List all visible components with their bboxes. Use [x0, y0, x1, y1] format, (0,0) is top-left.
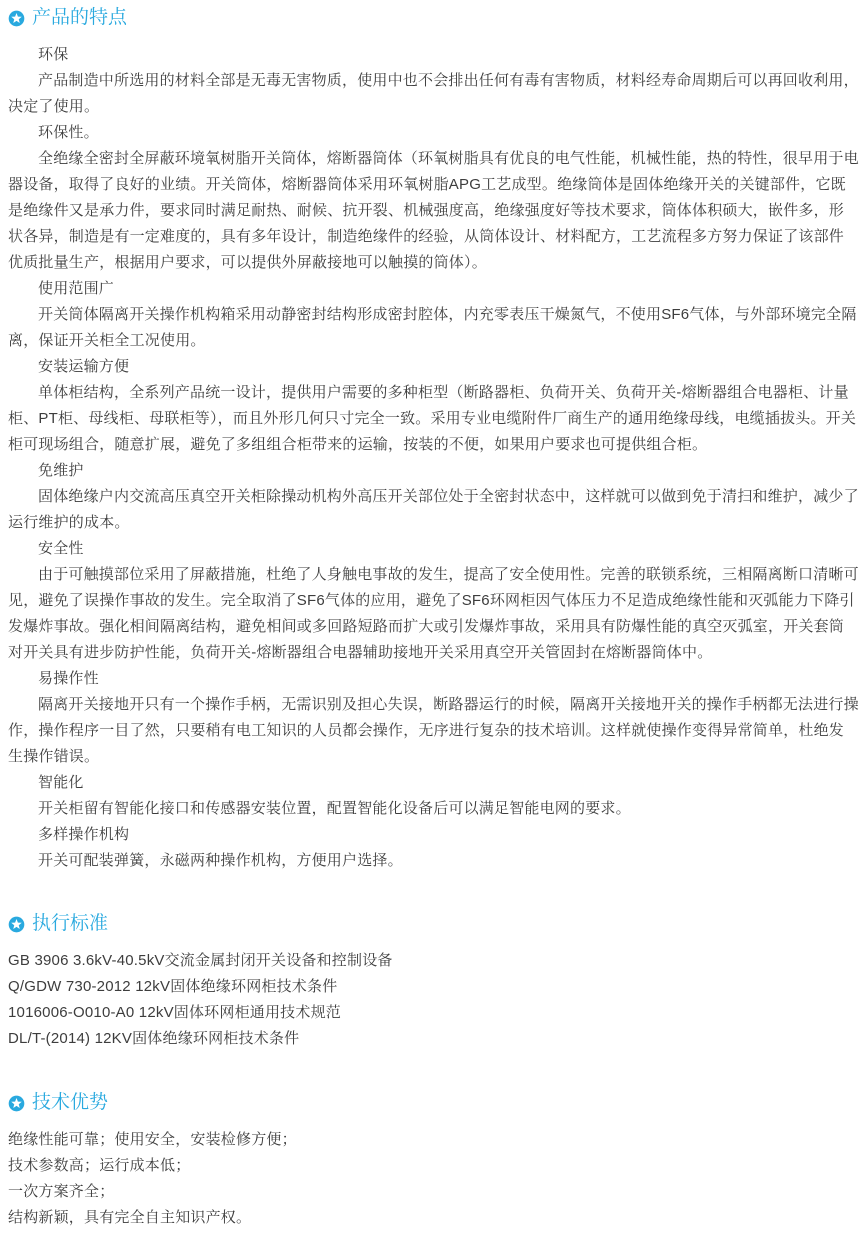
standards-heading [8, 911, 859, 937]
feature-paragraph: 免维护 [38, 462, 84, 479]
standard-line: DL/T-(2014) 12KV固体绝缘环网柜技术条件 [8, 1030, 300, 1047]
feature-paragraph: 由于可触摸部位采用了屏蔽措施，杜绝了人身触电事故的发生，提高了安全使用性。完善的联锁系统，三相隔离断口清晰可见，避免了误操作事故的发生。完全取消了SF6气体的应用，避免了SF6环网柜因气体压力不足造成绝缘性能和灭弧能力下降引发爆炸事故。强化相间隔离结构，避免相间或多回路短路而扩大或引发爆炸事故，采用具有防爆性能的真空灭弧室，开关套筒对开关具有进步防护性能，负荷开关-熔断器组合电器辅助接地开关采用真空开关管固封在熔断器筒体中。 [8, 566, 859, 661]
advantage-line: 一次方案齐全； [8, 1183, 115, 1200]
standards-title-text: 执行标准 [32, 913, 109, 934]
star-badge-icon [8, 1095, 25, 1112]
advantages-heading [8, 1090, 859, 1116]
section-product-features [8, 5, 859, 874]
star-badge-icon [8, 10, 25, 27]
features-heading [8, 5, 859, 31]
feature-paragraph: 开关筒体隔离开关操作机构箱采用动静密封结构形成密封腔体，内充零表压干燥氮气，不使用SF6气体，与外部环境完全隔离，保证开关柜全工况使用。 [8, 306, 857, 349]
feature-paragraph: 隔离开关接地开只有一个操作手柄，无需识别及担心失误，断路器运行的时候，隔离开关接地开关的操作手柄都无法进行操作，操作程序一目了然，只要稍有电工知识的人员都会操作，无序进行复杂的技术培训。这样就使操作变得异常简单，杜绝发生操作错误。 [8, 696, 859, 765]
feature-paragraph: 使用范围广 [38, 280, 115, 297]
standard-line: 1016006-O010-A0 12kV固体环网柜通用技术规范 [8, 1004, 341, 1021]
section-standards [8, 911, 859, 1052]
feature-paragraph: 安装运输方便 [38, 358, 130, 375]
advantages-list [8, 1127, 859, 1231]
feature-paragraph: 环保 [38, 46, 69, 63]
standards-list [8, 948, 859, 1052]
feature-paragraph: 产品制造中所选用的材料全部是无毒无害物质，使用中也不会排出任何有毒有害物质，材料经寿命周期后可以再回收利用，决定了使用。 [8, 72, 859, 115]
standard-line: Q/GDW 730-2012 12kV固体绝缘环网柜技术条件 [8, 978, 338, 995]
section-technical-advantages [8, 1090, 859, 1231]
advantage-line: 技术参数高；运行成本低； [8, 1157, 191, 1174]
feature-paragraph: 单体柜结构，全系列产品统一设计，提供用户需要的多种柜型（断路器柜、负荷开关、负荷开关-熔断器组合电器柜、计量柜、PT柜、母线柜、母联柜等），而且外形几何只寸完全一致。采用专业电缆附件厂商生产的通用绝缘母线，电缆插拔头。开关柜可现场组合，随意扩展，避免了多组组合柜带来的运输，按装的不便，如果用户要求也可提供组合柜。 [8, 384, 857, 453]
feature-paragraph: 全绝缘全密封全屏蔽环境氧树脂开关筒体，熔断器筒体（环氧树脂具有优良的电气性能，机械性能，热的特性，很早用于电器设备，取得了良好的业绩。开关筒体，熔断器筒体采用环氧树脂APG工艺成型。绝缘筒体是固体绝缘开关的关键部件，它既是绝缘件又是承力件，要求同时满足耐热、耐候、抗开裂、机械强度高，绝缘强度好等技术要求，筒体体积硕大，嵌件多，形状各异，制造是有一定难度的，具有多年设计，制造绝缘件的经验，从筒体设计、材料配方，工艺流程多方努力保证了该部件优质批量生产，根据用户要求，可以提供外屏蔽接地可以触摸的筒体）。 [8, 150, 859, 271]
feature-paragraph: 开关可配装弹簧，永磁两种操作机构，方便用户选择。 [38, 852, 403, 869]
advantage-line: 结构新颖，具有完全自主知识产权。 [8, 1209, 252, 1226]
feature-paragraph: 智能化 [38, 774, 84, 791]
feature-paragraph: 多样操作机构 [38, 826, 130, 843]
feature-paragraph: 环保性。 [38, 124, 99, 141]
feature-paragraph: 安全性 [38, 540, 84, 557]
star-badge-icon [8, 916, 25, 933]
standard-line: GB 3906 3.6kV-40.5kV交流金属封闭开关设备和控制设备 [8, 952, 393, 969]
feature-paragraph: 开关柜留有智能化接口和传感器安装位置，配置智能化设备后可以满足智能电网的要求。 [38, 800, 631, 817]
advantage-line: 绝缘性能可靠；使用安全，安装检修方便； [8, 1131, 297, 1148]
advantages-title-text: 技术优势 [32, 1092, 109, 1113]
feature-paragraph: 易操作性 [38, 670, 99, 687]
feature-paragraph: 固体绝缘户内交流高压真空开关柜除操动机构外高压开关部位处于全密封状态中，这样就可以做到免于清扫和维护，减少了运行维护的成本。 [8, 488, 859, 531]
features-paragraphs [8, 42, 859, 874]
features-title-text: 产品的特点 [32, 7, 128, 28]
